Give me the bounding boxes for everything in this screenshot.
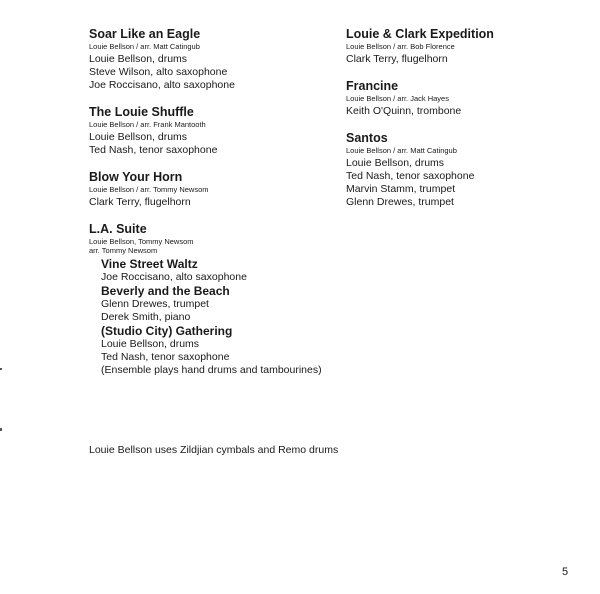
movement-title: Beverly and the Beach (101, 284, 230, 298)
personnel-line: Marvin Stamm, trumpet (346, 183, 456, 195)
personnel-line: Keith O'Quinn, trombone (346, 105, 462, 117)
scan-speck (0, 428, 2, 431)
track-credit: Louie Bellson / arr. Tommy Newsom (89, 185, 209, 194)
track-title: L.A. Suite (89, 222, 147, 236)
personnel-line: Joe Roccisano, alto saxophone (101, 271, 247, 283)
personnel-line: Clark Terry, flugelhorn (346, 53, 448, 65)
personnel-line: Steve Wilson, alto saxophone (89, 66, 228, 78)
track-credit: arr. Tommy Newsom (89, 246, 158, 255)
track-title: Blow Your Horn (89, 170, 183, 184)
track-credit: Louie Bellson / arr. Jack Hayes (346, 94, 449, 103)
track-title: Santos (346, 131, 388, 145)
track-credit: Louie Bellson, Tommy Newsom (89, 237, 194, 246)
personnel-line: Ted Nash, tenor saxophone (346, 170, 475, 182)
equipment-note: Louie Bellson uses Zildjian cymbals and Remo drums (89, 444, 339, 456)
personnel-line: Louie Bellson, drums (101, 338, 200, 350)
track-credit: Louie Bellson / arr. Matt Catingub (346, 146, 457, 155)
personnel-line: Ted Nash, tenor saxophone (89, 144, 218, 156)
personnel-line: Louie Bellson, drums (346, 157, 445, 169)
personnel-line: Glenn Drewes, trumpet (101, 298, 209, 310)
personnel-line: Ted Nash, tenor saxophone (101, 351, 230, 363)
track-title: Louie & Clark Expedition (346, 27, 494, 41)
scan-speck (0, 368, 2, 370)
personnel-line: Derek Smith, piano (101, 311, 191, 323)
personnel-line: Joe Roccisano, alto saxophone (89, 79, 235, 91)
movement-title: (Studio City) Gathering (101, 324, 233, 338)
track-title: Francine (346, 79, 399, 93)
personnel-line: Louie Bellson, drums (89, 131, 188, 143)
track-title: Soar Like an Eagle (89, 27, 201, 41)
personnel-line: (Ensemble plays hand drums and tambourines) (101, 364, 322, 376)
track-credit: Louie Bellson / arr. Matt Catingub (89, 42, 200, 51)
track-credit: Louie Bellson / arr. Bob Florence (346, 42, 455, 51)
page-number: 5 (562, 566, 569, 578)
personnel-line: Glenn Drewes, trumpet (346, 196, 454, 208)
track-title: The Louie Shuffle (89, 105, 194, 119)
personnel-line: Clark Terry, flugelhorn (89, 196, 191, 208)
track-credit: Louie Bellson / arr. Frank Mantooth (89, 120, 206, 129)
movement-title: Vine Street Waltz (101, 257, 198, 271)
personnel-line: Louie Bellson, drums (89, 53, 188, 65)
